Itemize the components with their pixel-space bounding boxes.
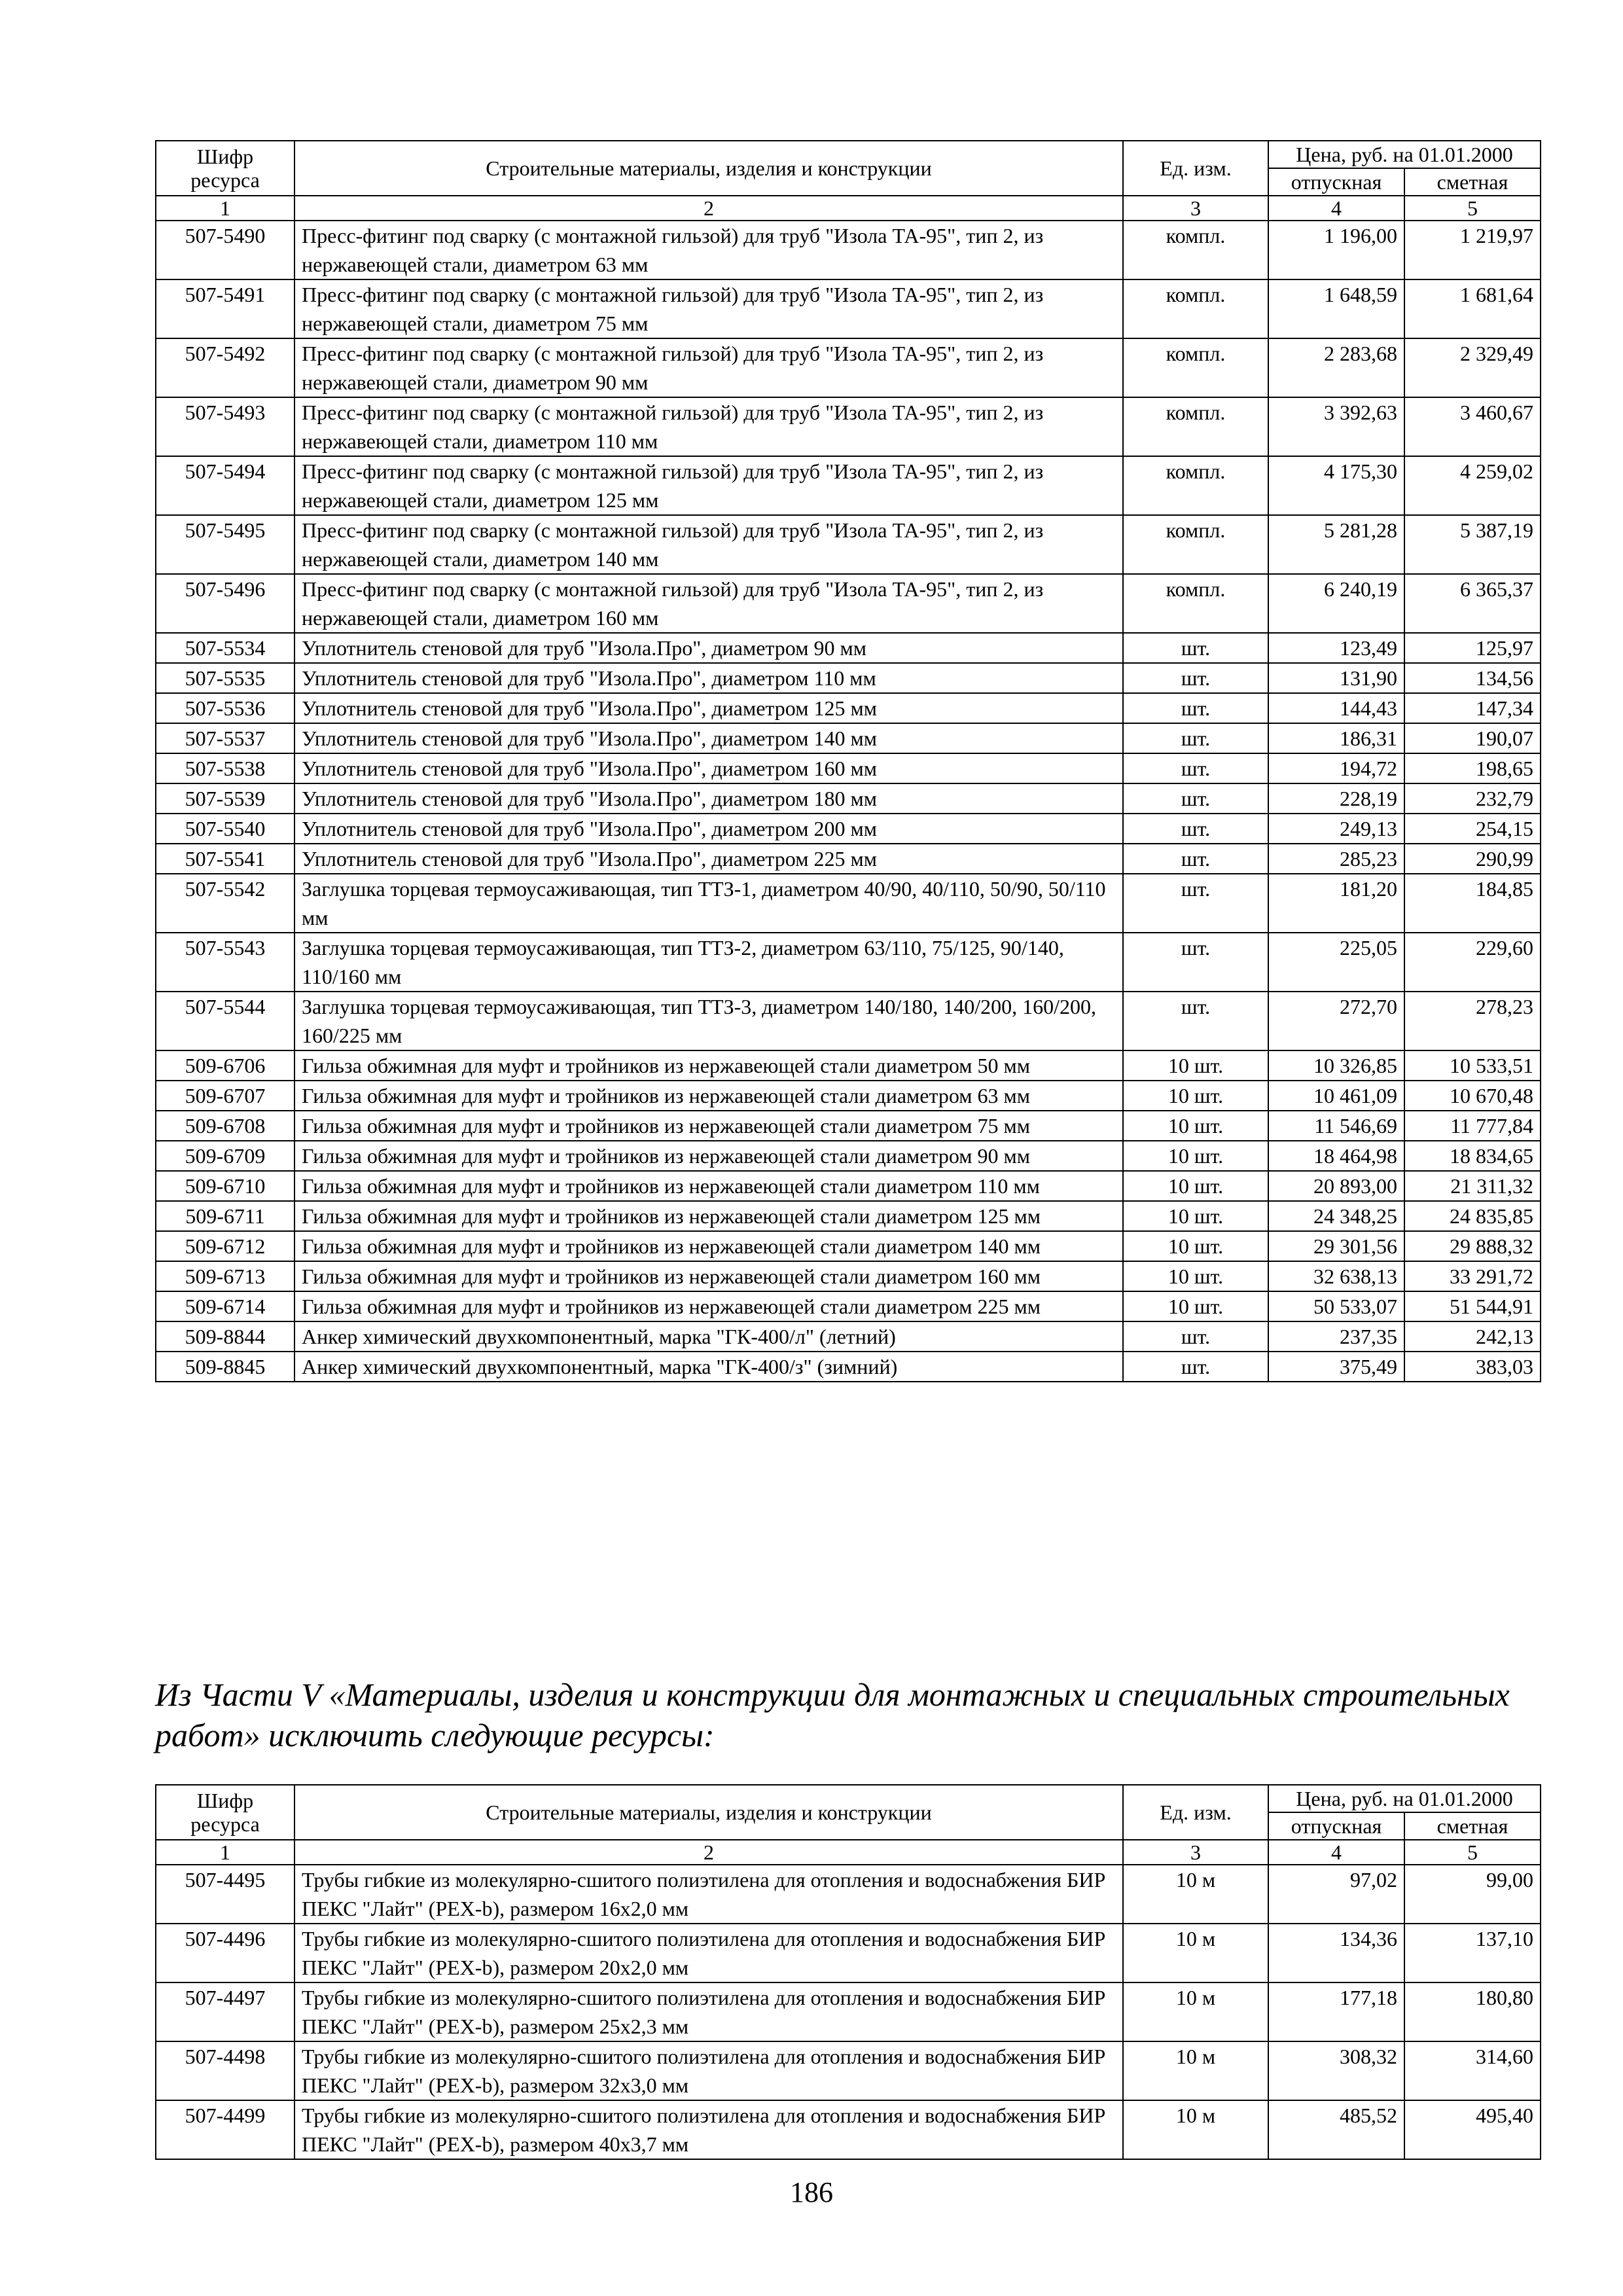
estimate-price: 29 888,32	[1404, 1231, 1541, 1261]
resource-name: Гильза обжимная для муфт и тройников из нержавеющей стали диаметром 50 мм	[294, 1050, 1123, 1081]
table-row	[156, 663, 1541, 693]
estimate-price: 134,56	[1404, 663, 1541, 693]
resource-name: Трубы гибкие из молекулярно-сшитого полиэтилена для отопления и водоснабжения БИР ПЕКС "Лайт" (PEX-b), размером 25х2,3 мм	[294, 1982, 1123, 2041]
table-row	[156, 2100, 1541, 2159]
estimate-price: 1 219,97	[1404, 221, 1541, 279]
resource-code: 509-6710	[156, 1171, 294, 1201]
unit-of-measure: 10 шт.	[1123, 1050, 1268, 1081]
table-row	[156, 783, 1541, 814]
unit-of-measure: компл.	[1123, 279, 1268, 338]
table-row	[156, 2041, 1541, 2100]
estimate-price: 6 365,37	[1404, 574, 1541, 633]
estimate-price: 242,13	[1404, 1321, 1541, 1352]
estimate-price: 184,85	[1404, 874, 1541, 933]
table-row	[156, 1291, 1541, 1321]
resource-code: 507-5495	[156, 515, 294, 574]
table-row	[156, 1261, 1541, 1291]
unit-of-measure: 10 шт.	[1123, 1231, 1268, 1261]
resource-code: 507-5535	[156, 663, 294, 693]
release-price: 144,43	[1268, 693, 1404, 723]
resource-name: Заглушка торцевая термоусаживающая, тип ТТЗ-2, диаметром 63/110, 75/125, 90/140, 110/160 мм	[294, 933, 1123, 992]
table-row	[156, 814, 1541, 844]
unit-of-measure: 10 шт.	[1123, 1141, 1268, 1171]
unit-of-measure: шт.	[1123, 1352, 1268, 1382]
release-price: 6 240,19	[1268, 574, 1404, 633]
release-price: 20 893,00	[1268, 1171, 1404, 1201]
resource-name: Пресс-фитинг под сварку (с монтажной гильзой) для труб "Изола ТА-95", тип 2, из нержавеющей стали, диаметром 90 мм	[294, 338, 1123, 397]
table-row	[156, 633, 1541, 663]
resource-code: 509-6708	[156, 1111, 294, 1141]
unit-of-measure: шт.	[1123, 933, 1268, 992]
release-price: 186,31	[1268, 723, 1404, 753]
unit-of-measure: шт.	[1123, 693, 1268, 723]
resource-name: Анкер химический двухкомпонентный, марка "ГК-400/л" (летний)	[294, 1321, 1123, 1352]
release-price: 272,70	[1268, 992, 1404, 1050]
resource-code: 507-5537	[156, 723, 294, 753]
col-header-estimate-price: сметная	[1404, 168, 1541, 196]
col-header-price: Цена, руб. на 01.01.2000	[1268, 1785, 1541, 1812]
release-price: 237,35	[1268, 1321, 1404, 1352]
unit-of-measure: шт.	[1123, 844, 1268, 874]
table-row	[156, 397, 1541, 456]
release-price: 24 348,25	[1268, 1201, 1404, 1231]
table-row	[156, 933, 1541, 992]
resource-name: Уплотнитель стеновой для труб "Изола.Про", диаметром 160 мм	[294, 753, 1123, 783]
unit-of-measure: шт.	[1123, 633, 1268, 663]
estimate-price: 180,80	[1404, 1982, 1541, 2041]
col-header-code: Шифр ресурса	[156, 1785, 294, 1840]
unit-of-measure: 10 м	[1123, 1865, 1268, 1924]
table-row	[156, 1865, 1541, 1924]
unit-of-measure: 10 шт.	[1123, 1171, 1268, 1201]
col-header-unit: Ед. изм.	[1123, 141, 1268, 196]
resource-code: 507-5492	[156, 338, 294, 397]
release-price: 134,36	[1268, 1924, 1404, 1982]
table-row	[156, 1201, 1541, 1231]
estimate-price: 137,10	[1404, 1924, 1541, 1982]
resource-name: Уплотнитель стеновой для труб "Изола.Про", диаметром 180 мм	[294, 783, 1123, 814]
resource-name: Гильза обжимная для муфт и тройников из нержавеющей стали диаметром 63 мм	[294, 1081, 1123, 1111]
release-price: 181,20	[1268, 874, 1404, 933]
table-row	[156, 515, 1541, 574]
col-number: 4	[1268, 196, 1404, 221]
release-price: 249,13	[1268, 814, 1404, 844]
col-header-price: Цена, руб. на 01.01.2000	[1268, 141, 1541, 168]
table-row	[156, 574, 1541, 633]
unit-of-measure: шт.	[1123, 663, 1268, 693]
resource-name: Уплотнитель стеновой для труб "Изола.Про", диаметром 225 мм	[294, 844, 1123, 874]
release-price: 1 196,00	[1268, 221, 1404, 279]
table-row	[156, 221, 1541, 279]
table-row	[156, 456, 1541, 515]
estimate-price: 10 533,51	[1404, 1050, 1541, 1081]
estimate-price: 10 670,48	[1404, 1081, 1541, 1111]
estimate-price: 21 311,32	[1404, 1171, 1541, 1201]
col-number: 3	[1123, 196, 1268, 221]
resource-code: 507-4495	[156, 1865, 294, 1924]
release-price: 123,49	[1268, 633, 1404, 663]
resource-name: Уплотнитель стеновой для труб "Изола.Про", диаметром 140 мм	[294, 723, 1123, 753]
resource-name: Уплотнитель стеновой для труб "Изола.Про", диаметром 110 мм	[294, 663, 1123, 693]
resource-code: 507-5536	[156, 693, 294, 723]
release-price: 32 638,13	[1268, 1261, 1404, 1291]
resource-code: 507-5494	[156, 456, 294, 515]
estimate-price: 278,23	[1404, 992, 1541, 1050]
resource-code: 507-4497	[156, 1982, 294, 2041]
estimate-price: 232,79	[1404, 783, 1541, 814]
release-price: 308,32	[1268, 2041, 1404, 2100]
release-price: 29 301,56	[1268, 1231, 1404, 1261]
page-number: 186	[790, 2176, 833, 2208]
resource-code: 509-8844	[156, 1321, 294, 1352]
resource-name: Гильза обжимная для муфт и тройников из нержавеющей стали диаметром 125 мм	[294, 1201, 1123, 1231]
resource-code: 509-6714	[156, 1291, 294, 1321]
estimate-price: 190,07	[1404, 723, 1541, 753]
unit-of-measure: шт.	[1123, 1321, 1268, 1352]
unit-of-measure: шт.	[1123, 783, 1268, 814]
resource-code: 507-5541	[156, 844, 294, 874]
resources-table-exclusions	[155, 1784, 1541, 2160]
resource-code: 509-6709	[156, 1141, 294, 1171]
resource-code: 509-6707	[156, 1081, 294, 1111]
resource-code: 507-5538	[156, 753, 294, 783]
table-row	[156, 874, 1541, 933]
col-header-estimate-price: сметная	[1404, 1812, 1541, 1840]
estimate-price: 495,40	[1404, 2100, 1541, 2159]
unit-of-measure: компл.	[1123, 515, 1268, 574]
resource-code: 509-6706	[156, 1050, 294, 1081]
unit-of-measure: шт.	[1123, 874, 1268, 933]
release-price: 485,52	[1268, 2100, 1404, 2159]
unit-of-measure: 10 м	[1123, 1924, 1268, 1982]
resource-name: Пресс-фитинг под сварку (с монтажной гильзой) для труб "Изола ТА-95", тип 2, из нержавеющей стали, диаметром 140 мм	[294, 515, 1123, 574]
unit-of-measure: шт.	[1123, 753, 1268, 783]
release-price: 18 464,98	[1268, 1141, 1404, 1171]
col-header-name: Строительные материалы, изделия и конструкции	[294, 1785, 1123, 1840]
table-row	[156, 1982, 1541, 2041]
resource-name: Гильза обжимная для муфт и тройников из нержавеющей стали диаметром 160 мм	[294, 1261, 1123, 1291]
resources-table-additions	[155, 140, 1541, 1382]
table-row	[156, 1141, 1541, 1171]
estimate-price: 99,00	[1404, 1865, 1541, 1924]
estimate-price: 4 259,02	[1404, 456, 1541, 515]
resource-name: Гильза обжимная для муфт и тройников из нержавеющей стали диаметром 90 мм	[294, 1141, 1123, 1171]
unit-of-measure: 10 м	[1123, 2041, 1268, 2100]
estimate-price: 24 835,85	[1404, 1201, 1541, 1231]
table-row	[156, 1231, 1541, 1261]
resource-name: Уплотнитель стеновой для труб "Изола.Про", диаметром 200 мм	[294, 814, 1123, 844]
release-price: 131,90	[1268, 663, 1404, 693]
estimate-price: 290,99	[1404, 844, 1541, 874]
col-number: 1	[156, 1840, 294, 1865]
estimate-price: 383,03	[1404, 1352, 1541, 1382]
resource-name: Трубы гибкие из молекулярно-сшитого полиэтилена для отопления и водоснабжения БИР ПЕКС "Лайт" (PEX-b), размером 20х2,0 мм	[294, 1924, 1123, 1982]
unit-of-measure: компл.	[1123, 221, 1268, 279]
resource-code: 507-5544	[156, 992, 294, 1050]
resource-code: 507-5493	[156, 397, 294, 456]
resource-code: 507-5496	[156, 574, 294, 633]
col-number: 2	[294, 196, 1123, 221]
col-header-unit: Ед. изм.	[1123, 1785, 1268, 1840]
resource-name: Пресс-фитинг под сварку (с монтажной гильзой) для труб "Изола ТА-95", тип 2, из нержавеющей стали, диаметром 110 мм	[294, 397, 1123, 456]
resource-name: Пресс-фитинг под сварку (с монтажной гильзой) для труб "Изола ТА-95", тип 2, из нержавеющей стали, диаметром 63 мм	[294, 221, 1123, 279]
col-number: 5	[1404, 1840, 1541, 1865]
unit-of-measure: 10 шт.	[1123, 1291, 1268, 1321]
release-price: 5 281,28	[1268, 515, 1404, 574]
resource-code: 509-6713	[156, 1261, 294, 1291]
estimate-price: 5 387,19	[1404, 515, 1541, 574]
estimate-price: 229,60	[1404, 933, 1541, 992]
release-price: 97,02	[1268, 1865, 1404, 1924]
estimate-price: 254,15	[1404, 814, 1541, 844]
resource-name: Пресс-фитинг под сварку (с монтажной гильзой) для труб "Изола ТА-95", тип 2, из нержавеющей стали, диаметром 160 мм	[294, 574, 1123, 633]
resource-code: 507-5542	[156, 874, 294, 933]
unit-of-measure: шт.	[1123, 723, 1268, 753]
table-row	[156, 1924, 1541, 1982]
table-row	[156, 723, 1541, 753]
resource-name: Трубы гибкие из молекулярно-сшитого полиэтилена для отопления и водоснабжения БИР ПЕКС "Лайт" (PEX-b), размером 40х3,7 мм	[294, 2100, 1123, 2159]
resource-name: Пресс-фитинг под сварку (с монтажной гильзой) для труб "Изола ТА-95", тип 2, из нержавеющей стали, диаметром 125 мм	[294, 456, 1123, 515]
resource-code: 507-5539	[156, 783, 294, 814]
unit-of-measure: компл.	[1123, 338, 1268, 397]
estimate-price: 2 329,49	[1404, 338, 1541, 397]
release-price: 10 461,09	[1268, 1081, 1404, 1111]
resource-name: Заглушка торцевая термоусаживающая, тип ТТЗ-1, диаметром 40/90, 40/110, 50/90, 50/110 мм	[294, 874, 1123, 933]
unit-of-measure: 10 м	[1123, 1982, 1268, 2041]
table-row	[156, 693, 1541, 723]
release-price: 50 533,07	[1268, 1291, 1404, 1321]
release-price: 1 648,59	[1268, 279, 1404, 338]
resource-code: 507-4496	[156, 1924, 294, 1982]
resource-code: 507-5490	[156, 221, 294, 279]
resource-name: Гильза обжимная для муфт и тройников из нержавеющей стали диаметром 225 мм	[294, 1291, 1123, 1321]
estimate-price: 125,97	[1404, 633, 1541, 663]
resource-name: Трубы гибкие из молекулярно-сшитого полиэтилена для отопления и водоснабжения БИР ПЕКС "Лайт" (PEX-b), размером 16х2,0 мм	[294, 1865, 1123, 1924]
unit-of-measure: шт.	[1123, 814, 1268, 844]
resource-code: 507-5543	[156, 933, 294, 992]
estimate-price: 33 291,72	[1404, 1261, 1541, 1291]
release-price: 177,18	[1268, 1982, 1404, 2041]
unit-of-measure: шт.	[1123, 992, 1268, 1050]
unit-of-measure: компл.	[1123, 456, 1268, 515]
resource-name: Уплотнитель стеновой для труб "Изола.Про", диаметром 125 мм	[294, 693, 1123, 723]
col-number: 3	[1123, 1840, 1268, 1865]
resource-code: 507-5491	[156, 279, 294, 338]
estimate-price: 314,60	[1404, 2041, 1541, 2100]
resource-code: 509-6711	[156, 1201, 294, 1231]
estimate-price: 18 834,65	[1404, 1141, 1541, 1171]
table-row	[156, 1081, 1541, 1111]
col-number: 5	[1404, 196, 1541, 221]
table-row	[156, 1321, 1541, 1352]
release-price: 11 546,69	[1268, 1111, 1404, 1141]
resource-name: Гильза обжимная для муфт и тройников из нержавеющей стали диаметром 110 мм	[294, 1171, 1123, 1201]
release-price: 228,19	[1268, 783, 1404, 814]
resource-code: 509-8845	[156, 1352, 294, 1382]
release-price: 375,49	[1268, 1352, 1404, 1382]
release-price: 3 392,63	[1268, 397, 1404, 456]
table-row	[156, 338, 1541, 397]
unit-of-measure: 10 м	[1123, 2100, 1268, 2159]
table-row	[156, 1111, 1541, 1141]
estimate-price: 11 777,84	[1404, 1111, 1541, 1141]
col-number: 1	[156, 196, 294, 221]
resource-name: Трубы гибкие из молекулярно-сшитого полиэтилена для отопления и водоснабжения БИР ПЕКС "Лайт" (PEX-b), размером 32х3,0 мм	[294, 2041, 1123, 2100]
table-row	[156, 844, 1541, 874]
col-number: 4	[1268, 1840, 1404, 1865]
resource-name: Заглушка торцевая термоусаживающая, тип ТТЗ-3, диаметром 140/180, 140/200, 160/200, 160/225 мм	[294, 992, 1123, 1050]
resource-code: 507-4498	[156, 2041, 294, 2100]
unit-of-measure: 10 шт.	[1123, 1081, 1268, 1111]
unit-of-measure: компл.	[1123, 574, 1268, 633]
table-row	[156, 1352, 1541, 1382]
resource-name: Уплотнитель стеновой для труб "Изола.Про", диаметром 90 мм	[294, 633, 1123, 663]
col-header-release-price: отпускная	[1268, 168, 1404, 196]
resource-code: 507-5534	[156, 633, 294, 663]
release-price: 4 175,30	[1268, 456, 1404, 515]
estimate-price: 3 460,67	[1404, 397, 1541, 456]
resource-code: 507-5540	[156, 814, 294, 844]
resource-name: Гильза обжимная для муфт и тройников из нержавеющей стали диаметром 140 мм	[294, 1231, 1123, 1261]
table-row	[156, 1171, 1541, 1201]
release-price: 225,05	[1268, 933, 1404, 992]
unit-of-measure: 10 шт.	[1123, 1111, 1268, 1141]
release-price: 285,23	[1268, 844, 1404, 874]
release-price: 10 326,85	[1268, 1050, 1404, 1081]
estimate-price: 198,65	[1404, 753, 1541, 783]
table-row	[156, 992, 1541, 1050]
estimate-price: 147,34	[1404, 693, 1541, 723]
col-header-release-price: отпускная	[1268, 1812, 1404, 1840]
table-row	[156, 753, 1541, 783]
resource-code: 507-4499	[156, 2100, 294, 2159]
unit-of-measure: 10 шт.	[1123, 1261, 1268, 1291]
resource-code: 509-6712	[156, 1231, 294, 1261]
col-header-name: Строительные материалы, изделия и конструкции	[294, 141, 1123, 196]
release-price: 194,72	[1268, 753, 1404, 783]
estimate-price: 1 681,64	[1404, 279, 1541, 338]
section-heading: Из Части V «Материалы, изделия и конструкции для монтажных и специальных строительных работ» исключить следующие ресурсы:	[155, 1676, 1510, 1753]
unit-of-measure: компл.	[1123, 397, 1268, 456]
col-header-code: Шифр ресурса	[156, 141, 294, 196]
table-row	[156, 279, 1541, 338]
release-price: 2 283,68	[1268, 338, 1404, 397]
estimate-price: 51 544,91	[1404, 1291, 1541, 1321]
col-number: 2	[294, 1840, 1123, 1865]
resource-name: Анкер химический двухкомпонентный, марка "ГК-400/з" (зимний)	[294, 1352, 1123, 1382]
table-row	[156, 1050, 1541, 1081]
resource-name: Пресс-фитинг под сварку (с монтажной гильзой) для труб "Изола ТА-95", тип 2, из нержавеющей стали, диаметром 75 мм	[294, 279, 1123, 338]
unit-of-measure: 10 шт.	[1123, 1201, 1268, 1231]
resource-name: Гильза обжимная для муфт и тройников из нержавеющей стали диаметром 75 мм	[294, 1111, 1123, 1141]
